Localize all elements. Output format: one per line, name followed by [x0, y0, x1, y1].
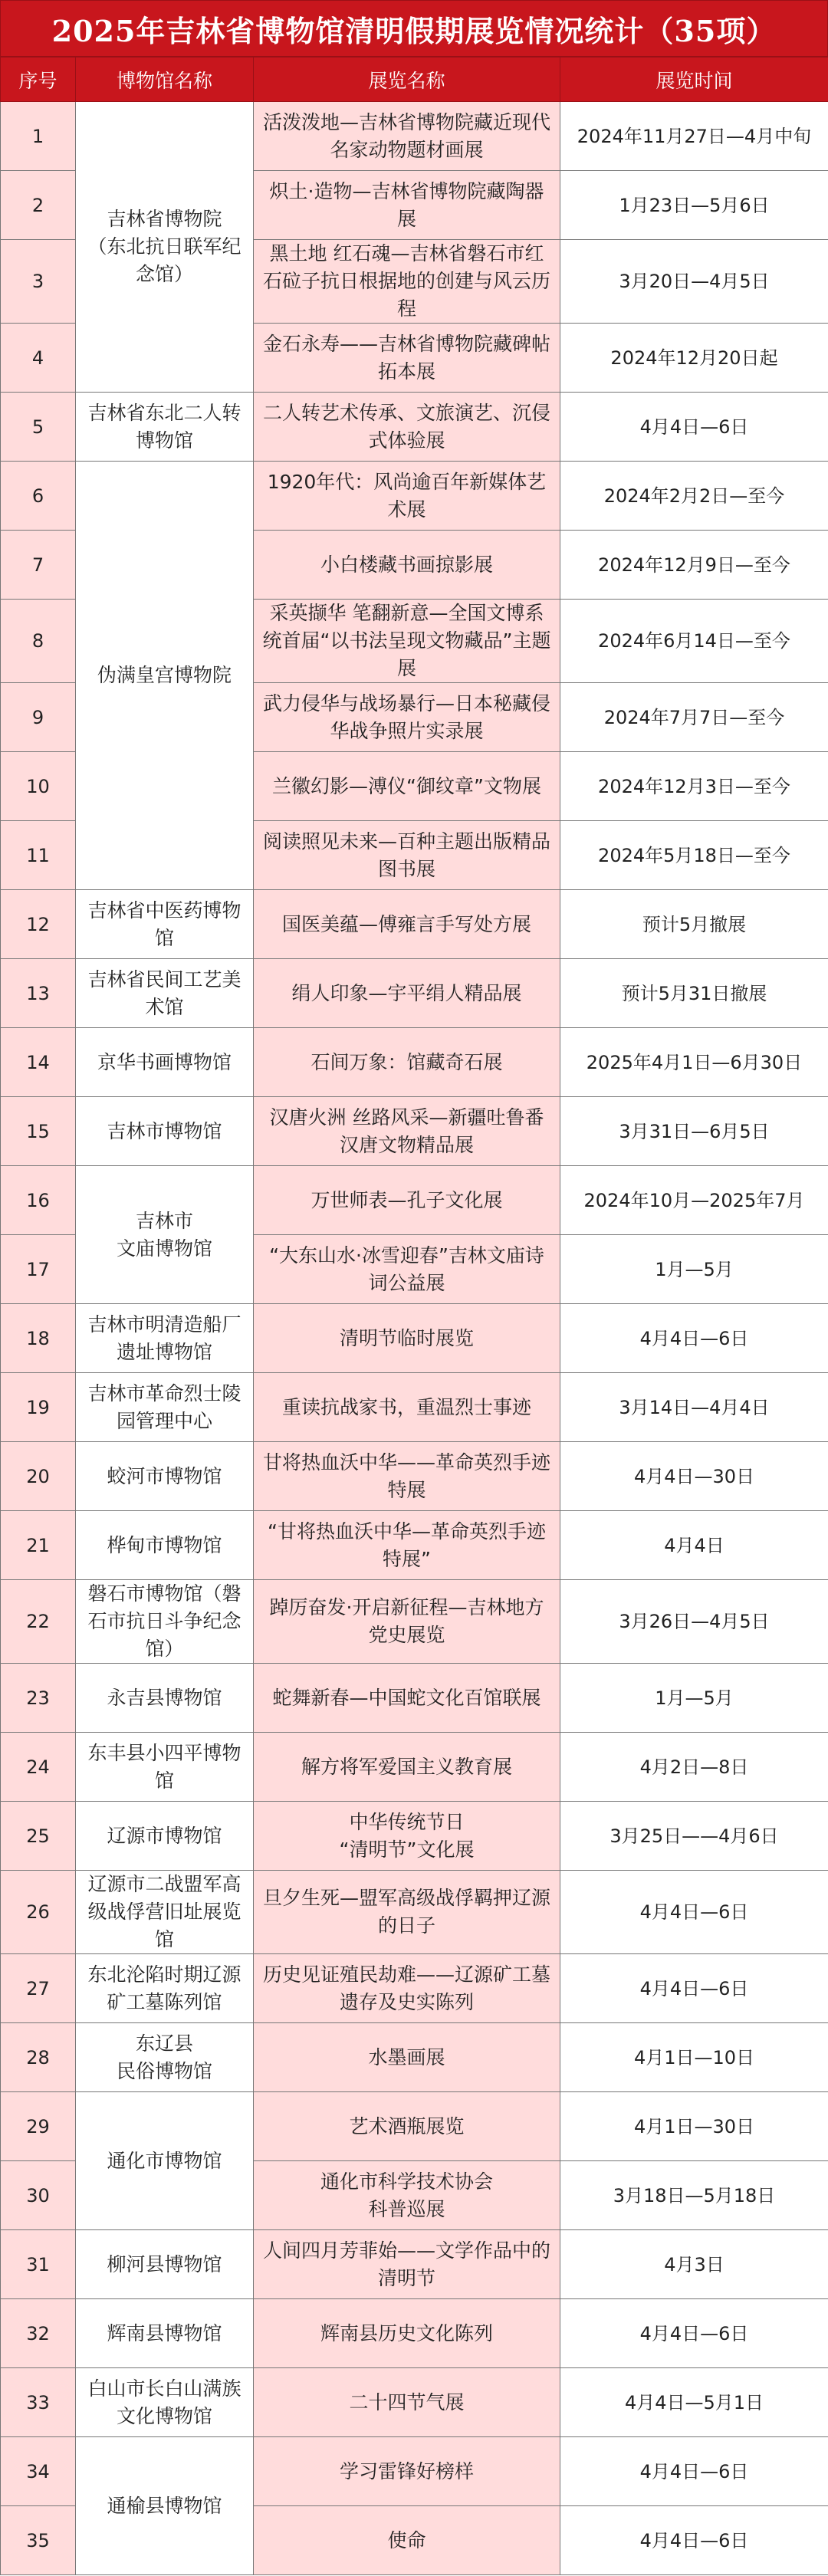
exhibition-time: 4月4日 [560, 1511, 828, 1580]
exhibition-table [0, 57, 828, 2575]
exhibition-time: 2024年5月18日—至今 [560, 821, 828, 890]
exhibition-time: 3月26日—4月5日 [560, 1580, 828, 1664]
exhibition-time: 2024年12月3日—至今 [560, 752, 828, 821]
exhibition-name: 解方将军爱国主义教育展 [254, 1733, 560, 1802]
table-row [1, 1871, 828, 1954]
table-row [1, 393, 828, 462]
row-seq: 28 [1, 2023, 76, 2092]
exhibition-name: 炽土·造物—吉林省博物院藏陶器展 [254, 171, 560, 240]
exhibition-name: “大东山水·冰雪迎春”吉林文庙诗词公益展 [254, 1235, 560, 1304]
exhibition-name: 通化市科学技术协会 科普巡展 [254, 2161, 560, 2230]
exhibition-time: 4月4日—6日 [560, 2299, 828, 2368]
exhibition-name: 二人转艺术传承、文旅演艺、沉侵式体验展 [254, 393, 560, 462]
header-seq: 序号 [1, 58, 76, 102]
table-row [1, 1580, 828, 1664]
table-row [1, 2230, 828, 2299]
museum-name: 京华书画博物馆 [76, 1028, 254, 1097]
header-time: 展览时间 [560, 58, 828, 102]
exhibition-time: 4月4日—5月1日 [560, 2368, 828, 2437]
row-seq: 5 [1, 393, 76, 462]
museum-name: 东北沦陷时期辽源矿工墓陈列馆 [76, 1954, 254, 2023]
header-exhibit: 展览名称 [254, 58, 560, 102]
row-seq: 24 [1, 1733, 76, 1802]
row-seq: 9 [1, 683, 76, 752]
exhibition-time: 4月1日—10日 [560, 2023, 828, 2092]
exhibition-name: 金石永寿——吉林省博物院藏碑帖拓本展 [254, 324, 560, 393]
museum-name: 桦甸市博物馆 [76, 1511, 254, 1580]
exhibition-name: 人间四月芳菲始——文学作品中的清明节 [254, 2230, 560, 2299]
table-row [1, 2299, 828, 2368]
table-row [1, 1373, 828, 1442]
exhibition-time: 2024年12月20日起 [560, 324, 828, 393]
table-row [1, 2437, 828, 2506]
museum-name: 东丰县小四平博物馆 [76, 1733, 254, 1802]
row-seq: 18 [1, 1304, 76, 1373]
museum-name: 永吉县博物馆 [76, 1664, 254, 1733]
table-row [1, 1733, 828, 1802]
exhibition-time: 4月4日—6日 [560, 1871, 828, 1954]
row-seq: 3 [1, 240, 76, 324]
exhibition-name: 辉南县历史文化陈列 [254, 2299, 560, 2368]
table-row [1, 2092, 828, 2161]
row-seq: 16 [1, 1166, 76, 1235]
exhibition-time: 3月31日—6月5日 [560, 1097, 828, 1166]
museum-name: 吉林市革命烈士陵园管理中心 [76, 1373, 254, 1442]
table-row [1, 1802, 828, 1871]
museum-name: 吉林市 文庙博物馆 [76, 1166, 254, 1304]
museum-name: 吉林省中医药博物馆 [76, 890, 254, 959]
exhibition-time: 1月—5月 [560, 1664, 828, 1733]
table-row [1, 2368, 828, 2437]
museum-name: 吉林市博物馆 [76, 1097, 254, 1166]
page-title: 2025年吉林省博物馆清明假期展览情况统计（35项） [0, 0, 828, 57]
exhibition-time: 2024年2月2日—至今 [560, 462, 828, 531]
row-seq: 29 [1, 2092, 76, 2161]
exhibition-name: 采英撷华 笔翻新意—全国文博系统首届“以书法呈现文物藏品”主题展 [254, 600, 560, 683]
row-seq: 35 [1, 2506, 76, 2575]
museum-name: 辽源市二战盟军高级战俘营旧址展览馆 [76, 1871, 254, 1954]
exhibition-time: 4月4日—6日 [560, 1304, 828, 1373]
exhibition-name: 艺术酒瓶展览 [254, 2092, 560, 2161]
exhibition-name: “甘将热血沃中华—革命英烈手迹特展” [254, 1511, 560, 1580]
row-seq: 27 [1, 1954, 76, 2023]
row-seq: 21 [1, 1511, 76, 1580]
exhibition-time: 1月—5月 [560, 1235, 828, 1304]
museum-name: 东辽县 民俗博物馆 [76, 2023, 254, 2092]
exhibition-name: 蛇舞新春—中国蛇文化百馆联展 [254, 1664, 560, 1733]
museum-name: 伪满皇宫博物院 [76, 462, 254, 890]
museum-name: 吉林市明清造船厂遗址博物馆 [76, 1304, 254, 1373]
exhibition-time: 4月4日—30日 [560, 1442, 828, 1511]
exhibition-name: 学习雷锋好榜样 [254, 2437, 560, 2506]
exhibition-time: 预计5月撤展 [560, 890, 828, 959]
exhibition-time: 预计5月31日撤展 [560, 959, 828, 1028]
exhibition-name: 二十四节气展 [254, 2368, 560, 2437]
museum-name: 柳河县博物馆 [76, 2230, 254, 2299]
row-seq: 6 [1, 462, 76, 531]
exhibition-name: 1920年代：风尚逾百年新媒体艺术展 [254, 462, 560, 531]
row-seq: 31 [1, 2230, 76, 2299]
row-seq: 25 [1, 1802, 76, 1871]
exhibition-name: 水墨画展 [254, 2023, 560, 2092]
row-seq: 7 [1, 531, 76, 600]
museum-name: 吉林省东北二人转博物馆 [76, 393, 254, 462]
exhibition-name: 小白楼藏书画掠影展 [254, 531, 560, 600]
exhibition-time: 2025年4月1日—6月30日 [560, 1028, 828, 1097]
row-seq: 26 [1, 1871, 76, 1954]
exhibition-name: 黑土地 红石魂—吉林省磐石市红石砬子抗日根据地的创建与风云历程 [254, 240, 560, 324]
row-seq: 1 [1, 102, 76, 171]
table-row [1, 1442, 828, 1511]
table-row [1, 890, 828, 959]
row-seq: 32 [1, 2299, 76, 2368]
table-header-row [1, 58, 828, 102]
row-seq: 34 [1, 2437, 76, 2506]
exhibition-name: 清明节临时展览 [254, 1304, 560, 1373]
row-seq: 23 [1, 1664, 76, 1733]
row-seq: 20 [1, 1442, 76, 1511]
row-seq: 4 [1, 324, 76, 393]
table-row [1, 102, 828, 171]
table-row [1, 2023, 828, 2092]
row-seq: 12 [1, 890, 76, 959]
exhibition-name: 中华传统节日 “清明节”文化展 [254, 1802, 560, 1871]
exhibition-name: 绢人印象—宇平绢人精品展 [254, 959, 560, 1028]
table-row [1, 1097, 828, 1166]
exhibition-name: 活泼泼地—吉林省博物院藏近现代名家动物题材画展 [254, 102, 560, 171]
exhibition-time: 4月2日—8日 [560, 1733, 828, 1802]
table-row [1, 462, 828, 531]
exhibition-name: 重读抗战家书，重温烈士事迹 [254, 1373, 560, 1442]
exhibition-time: 2024年10月—2025年7月 [560, 1166, 828, 1235]
row-seq: 11 [1, 821, 76, 890]
exhibition-name: 踔厉奋发·开启新征程—吉林地方党史展览 [254, 1580, 560, 1664]
exhibition-time: 4月3日 [560, 2230, 828, 2299]
museum-name: 吉林省民间工艺美术馆 [76, 959, 254, 1028]
museum-name: 通化市博物馆 [76, 2092, 254, 2230]
row-seq: 22 [1, 1580, 76, 1664]
exhibition-name: 阅读照见未来—百种主题出版精品图书展 [254, 821, 560, 890]
exhibition-time: 2024年6月14日—至今 [560, 600, 828, 683]
exhibition-time: 3月20日—4月5日 [560, 240, 828, 324]
table-row [1, 1954, 828, 2023]
table-row [1, 1166, 828, 1235]
exhibition-name: 万世师表—孔子文化展 [254, 1166, 560, 1235]
exhibition-name: 甘将热血沃中华——革命英烈手迹特展 [254, 1442, 560, 1511]
museum-name: 磐石市博物馆（磐石市抗日斗争纪念馆） [76, 1580, 254, 1664]
exhibition-time: 3月14日—4月4日 [560, 1373, 828, 1442]
row-seq: 13 [1, 959, 76, 1028]
exhibition-time: 4月4日—6日 [560, 2437, 828, 2506]
header-museum: 博物馆名称 [76, 58, 254, 102]
museum-name: 蛟河市博物馆 [76, 1442, 254, 1511]
table-row [1, 959, 828, 1028]
museum-name: 白山市长白山满族文化博物馆 [76, 2368, 254, 2437]
exhibition-time: 4月4日—6日 [560, 1954, 828, 2023]
exhibition-name: 兰徽幻影—溥仪“御纹章”文物展 [254, 752, 560, 821]
row-seq: 8 [1, 600, 76, 683]
exhibition-time: 3月18日—5月18日 [560, 2161, 828, 2230]
exhibition-time: 4月4日—6日 [560, 393, 828, 462]
exhibition-time: 1月23日—5月6日 [560, 171, 828, 240]
museum-name: 通榆县博物馆 [76, 2437, 254, 2575]
exhibition-name: 使命 [254, 2506, 560, 2575]
museum-name: 吉林省博物院 （东北抗日联军纪念馆） [76, 102, 254, 393]
table-row [1, 1304, 828, 1373]
table-row [1, 1664, 828, 1733]
table-body [1, 102, 828, 2575]
row-seq: 2 [1, 171, 76, 240]
row-seq: 30 [1, 2161, 76, 2230]
exhibition-time: 2024年11月27日—4月中旬 [560, 102, 828, 171]
exhibition-time: 2024年12月9日—至今 [560, 531, 828, 600]
row-seq: 19 [1, 1373, 76, 1442]
row-seq: 17 [1, 1235, 76, 1304]
table-row [1, 1511, 828, 1580]
exhibition-name: 国医美蕴—傅雍言手写处方展 [254, 890, 560, 959]
exhibition-name: 石间万象：馆藏奇石展 [254, 1028, 560, 1097]
exhibition-name: 武力侵华与战场暴行—日本秘藏侵华战争照片实录展 [254, 683, 560, 752]
museum-name: 辉南县博物馆 [76, 2299, 254, 2368]
exhibition-name: 汉唐火洲 丝路风采—新疆吐鲁番汉唐文物精品展 [254, 1097, 560, 1166]
exhibition-name: 旦夕生死—盟军高级战俘羁押辽源的日子 [254, 1871, 560, 1954]
exhibition-time: 4月4日—6日 [560, 2506, 828, 2575]
exhibition-time: 4月1日—30日 [560, 2092, 828, 2161]
row-seq: 14 [1, 1028, 76, 1097]
row-seq: 33 [1, 2368, 76, 2437]
exhibition-time: 3月25日——4月6日 [560, 1802, 828, 1871]
table-row [1, 1028, 828, 1097]
exhibition-time: 2024年7月7日—至今 [560, 683, 828, 752]
row-seq: 10 [1, 752, 76, 821]
row-seq: 15 [1, 1097, 76, 1166]
museum-name: 辽源市博物馆 [76, 1802, 254, 1871]
exhibition-name: 历史见证殖民劫难——辽源矿工墓遗存及史实陈列 [254, 1954, 560, 2023]
